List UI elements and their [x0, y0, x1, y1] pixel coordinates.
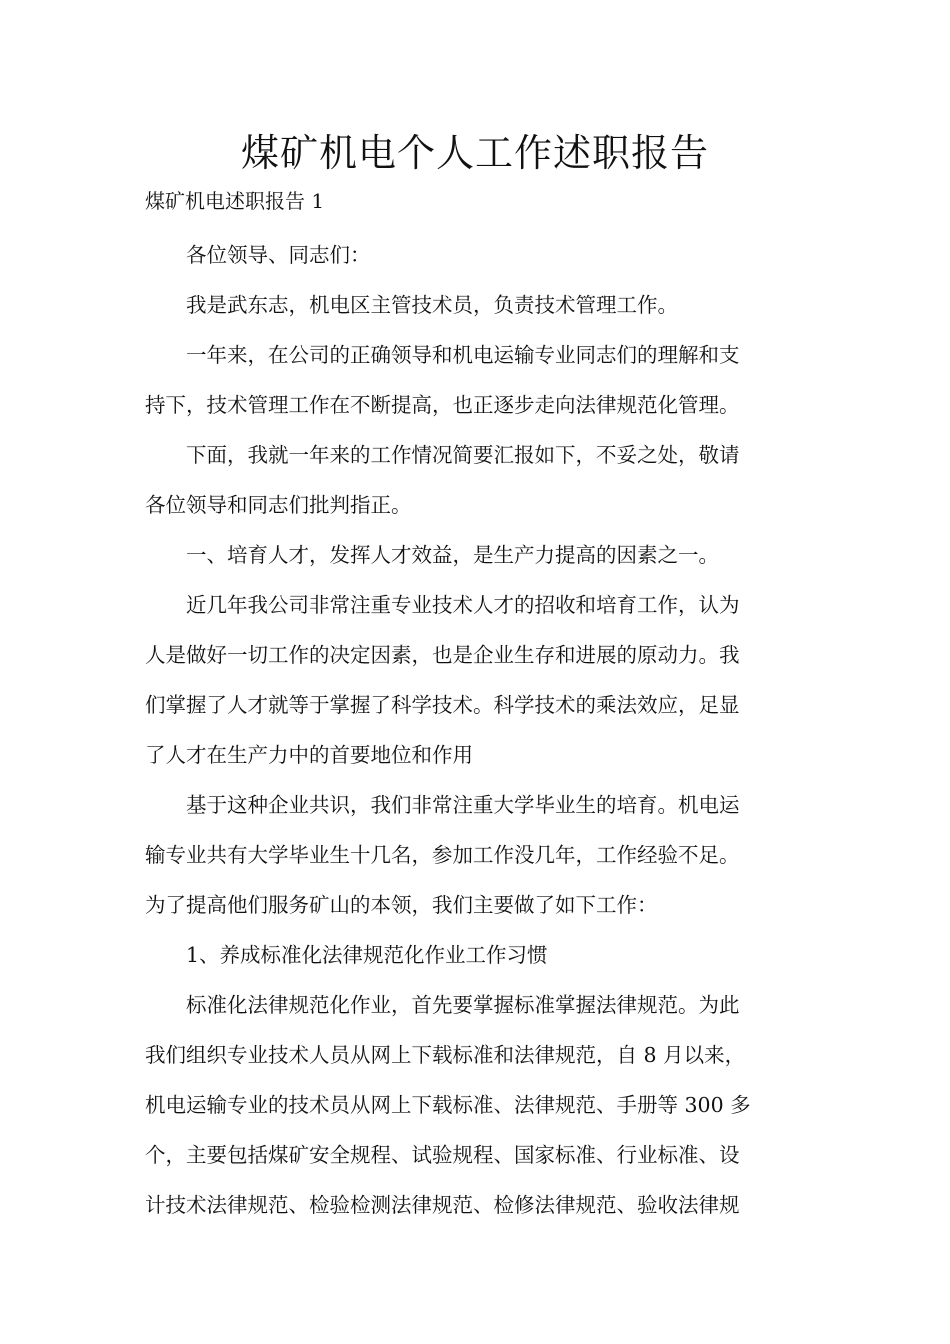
text-line: 计技术法律规范、检验检测法律规范、检修法律规范、验收法律规: [145, 1193, 740, 1217]
text-line: 各位领导和同志们批判指正。: [145, 493, 412, 517]
text-line: 近几年我公司非常注重专业技术人才的招收和培育工作，认为: [186, 593, 740, 617]
text-line: 基于这种企业共识，我们非常注重大学毕业生的培育。机电运: [186, 793, 740, 817]
text-line: 为了提高他们服务矿山的本领，我们主要做了如下工作：: [145, 893, 658, 917]
document-subtitle: 煤矿机电述职报告 1: [145, 189, 325, 213]
text-line: 标准化法律规范化作业，首先要掌握标准掌握法律规范。为此: [186, 993, 740, 1017]
paragraph: [145, 980, 807, 1230]
paragraph: [145, 330, 807, 430]
text-line: 下面，我就一年来的工作情况简要汇报如下，不妥之处，敬请: [186, 443, 740, 467]
subsection-heading: [145, 930, 807, 980]
text-line: 了人才在生产力中的首要地位和作用: [145, 743, 473, 767]
text-line: 一、培育人才，发挥人才效益，是生产力提高的因素之一。: [186, 543, 719, 567]
text-line: 1、养成标准化法律规范化作业工作习惯: [186, 943, 548, 967]
paragraph: [145, 780, 807, 930]
paragraph: [145, 580, 807, 780]
document-body: [145, 230, 807, 1230]
paragraph: [145, 430, 807, 530]
paragraph: [145, 230, 807, 280]
text-line: 输专业共有大学毕业生十几名，参加工作没几年，工作经验不足。: [145, 843, 740, 867]
text-line: 一年来，在公司的正确领导和机电运输专业同志们的理解和支: [186, 343, 740, 367]
text-line: 人是做好一切工作的决定因素，也是企业生存和进展的原动力。我: [145, 643, 740, 667]
text-line: 们掌握了人才就等于掌握了科学技术。科学技术的乘法效应，足显: [145, 693, 740, 717]
text-line: 我是武东志，机电区主管技术员，负责技术管理工作。: [186, 293, 678, 317]
section-heading: [145, 530, 807, 580]
paragraph: [145, 280, 807, 330]
text-line: 持下，技术管理工作在不断提高，也正逐步走向法律规范化管理。: [145, 393, 740, 417]
document-title: 煤矿机电个人工作述职报告: [240, 131, 709, 175]
text-line: 机电运输专业的技术员从网上下载标准、法律规范、手册等 300 多: [145, 1093, 751, 1117]
text-line: 我们组织专业技术人员从网上下载标准和法律规范，自 8 月以来，: [145, 1043, 746, 1067]
text-line: 各位领导、同志们：: [186, 243, 371, 267]
text-line: 个，主要包括煤矿安全规程、试验规程、国家标准、行业标准、设: [145, 1143, 740, 1167]
